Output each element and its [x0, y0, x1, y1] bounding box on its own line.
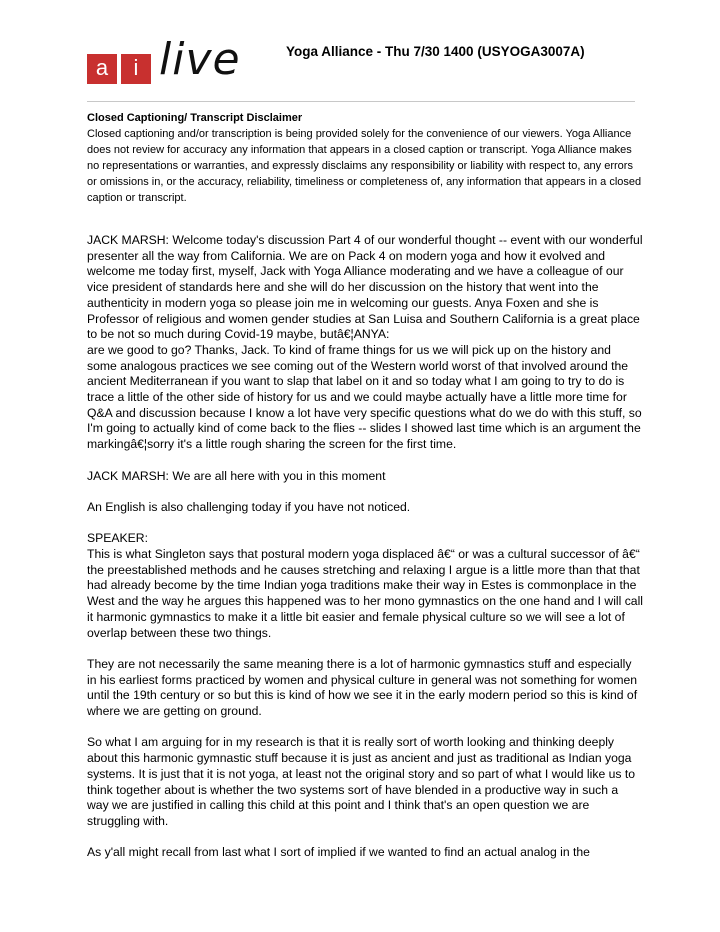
document-title: Yoga Alliance - Thu 7/30 1400 (USYOGA3007A) [286, 44, 585, 59]
transcript-body [87, 233, 643, 877]
transcript-paragraph: JACK MARSH: We are all here with you in this moment [87, 468, 386, 483]
logo-a-box: a [87, 54, 117, 84]
transcript-paragraph: They are not necessarily the same meaning there is a lot of harmonic gymnastics stuff and especially in his earliest forms practiced by women and physical culture in general was not something for women until the 19th century or so but this is kind of how we see it in the early modern period so this is kind of where we are getting on ground. [87, 656, 638, 719]
header-divider [87, 101, 635, 102]
transcript-paragraph: An English is also challenging today if you have not noticed. [87, 499, 411, 514]
transcript-text: are we good to go? Thanks, Jack. To kind of frame things for us we will pick up on the history and some analogous practices we see coming out of the Western world worst of that involved around the ancient Mediterranean if you want to slap that label on it and so today what I am going to try to do is trace a little of the other side of history for us and we could maybe actually have a little more time for Q&A and discussion because I know a lot have very specific questions what do we do with this stuff, so I'm going to actually kind of come back to the flies -- slides I showed last time which is an argument the markingâ€¦sorry it's a little rough sharing the screen for the first time. [87, 342, 642, 452]
logo-live-text: live [159, 34, 241, 85]
disclaimer-body: Closed captioning and/or transcription is being provided solely for the convenience of our viewers. Yoga Alliance does not review for accuracy any information that appears in a closed caption or transcript. Yoga Alliance makes no representations or warranties, and expressly disclaims any responsibility or liability with respect to, any errors or omissions in, or the accuracy, reliability, timeliness or completeness of, any information that appears in a closed caption or transcript. [87, 128, 642, 204]
transcript-text: This is what Singleton says that postural modern yoga displaced â€“ or was a cultural successor of â€“ the preestablished methods and he causes stretching and relaxing I argue is a little more than that that had already become by the time Indian yoga traditions make their way in Estes is commonplace in the West and the way he argues this happened was to her mono gymnastics on the one hand and I will call it harmonic gymnastics to make it a little bit easier and female physical culture so we will see a lot of overlap between these two things. [87, 547, 643, 640]
logo-i-box: i [121, 54, 151, 84]
disclaimer-block [87, 110, 643, 206]
transcript-text: JACK MARSH: Welcome today's discussion Part 4 of our wonderful thought -- event with our wonderful presenter all the way from California. We are on Pack 4 on modern yoga and how it evolved and welcome me today first, myself, Jack with Yoga Alliance moderating and we have a colleague of our vice president of standards here and she will do her discussion on the history that went into the authenticity in modern yoga so please join me in welcoming our guests. Anya Foxen and she is Professor of religious and women gender studies at San Luisa and Southern California is a great place to be not so much during Covid-19 maybe, butâ€¦ANYA: [87, 233, 643, 342]
transcript-paragraph: So what I am arguing for in my research is that it is really sort of worth looking and thinking deeply about this harmonic gymnastic stuff because it is just as ancient and just as traditional as Indian yoga systems. It is just that it is not yoga, at least not the original story and so part of what I would like us to think together about is whether the two systems sort of have blended in a productive way in such a way we are justified in calling this child at this point and I think that's an open question we are struggling with. [87, 735, 636, 828]
disclaimer-title: Closed Captioning/ Transcript Disclaimer [87, 112, 303, 124]
transcript-paragraph: As y'all might recall from last what I sort of implied if we wanted to find an actual analog in the [87, 845, 590, 860]
transcript-paragraph [87, 233, 643, 453]
transcript-paragraph [87, 531, 643, 641]
speaker-label: SPEAKER: [87, 531, 148, 546]
